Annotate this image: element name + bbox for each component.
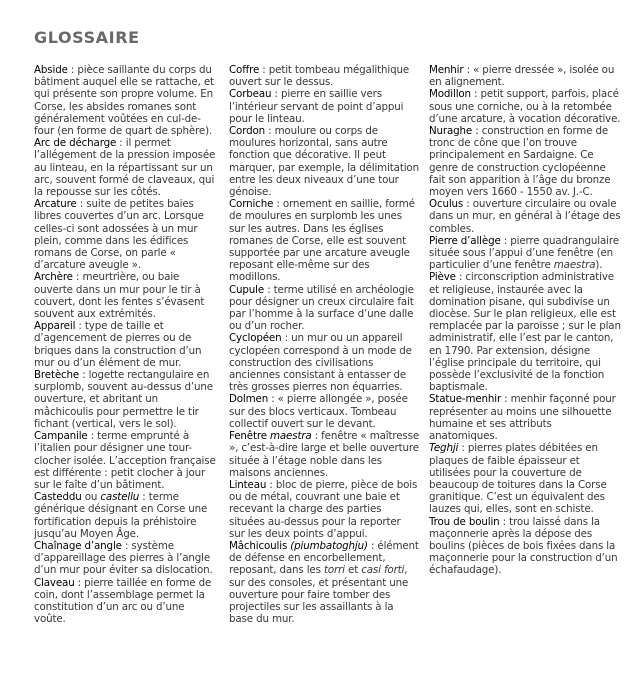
glossary-term: Oculus <box>429 198 464 211</box>
definition-italic: maestra <box>553 259 596 272</box>
glossary-term: Campanile <box>34 430 88 443</box>
glossary-definition: : pierre en saillie vers l’intérieur servant de point d’appui pour le linteau. <box>229 88 404 125</box>
glossary-entry <box>229 430 419 479</box>
glossary-definition: : pierre taillée en forme de coin, dont l’assemblage permet la constitution d’un arc ou d’une voûte. <box>34 576 212 626</box>
glossary-term: Corniche <box>229 198 274 211</box>
glossary-columns <box>34 64 626 625</box>
glossary-entry <box>429 271 621 393</box>
glossary-term-variant: (piumbatoghju) <box>290 539 368 552</box>
glossary-term: Cordon <box>229 125 266 138</box>
glossary-definition: : pièce saillante du corps du bâtiment auquel elle se rattache, et qui présente son propre volume. En Corse, les absides romanes sont généralement voûtées en cul-de-four (en forme de quart de sphère). <box>34 64 214 138</box>
glossary-definition: : pierres plates débitées en plaques de faible épaisseur et utilisées pour la couverture de beaucoup de toitures dans la Corse granitique. C’est un équivalent des lauzes qui, elles, sont en schiste. <box>429 442 607 516</box>
page-title: GLOSSAIRE <box>34 28 140 47</box>
glossary-term: Trou de boulin <box>429 515 500 528</box>
glossary-term: Modillon <box>429 88 471 101</box>
glossary-definition: : petit support, parfois, placé sous une corniche, ou à la retombée d’une arcature, à vocation décorative. <box>429 88 621 125</box>
glossary-entry <box>229 479 419 540</box>
glossary-definition: : système d’appareillage des pierres à l’angle d’un mur pour éviter sa dislocation. <box>34 539 213 577</box>
glossary-entry <box>34 137 219 198</box>
glossary-definition: : terme utilisé en archéologie pour désigner un creux circulaire fait par l’homme à la surface d’une dalle ou d’un rocher. <box>229 283 414 333</box>
glossary-term: Pierre d’allège <box>429 234 501 247</box>
glossary-term: Linteau <box>229 478 267 491</box>
term-connector: ou <box>81 491 101 504</box>
glossary-definition: : menhir façonné pour représenter au moins une silhouette humaine et ses attributs anatomiques. <box>429 393 616 443</box>
definition-text: , sur des consoles, et présentant une ouverture pour faire tomber des projectiles sur les assaillants à la base du mur. <box>229 564 409 626</box>
glossary-term-variant: maestra <box>270 430 312 443</box>
glossary-definition: : logette rectangulaire en surplomb, souvent au-dessus d’une ouverture, et abritant un mâchicoulis pour permettre le tir fichant (vertical, vers le sol). <box>34 369 213 430</box>
glossary-entry <box>229 64 419 88</box>
glossary-definition: : terme emprunté à l’italien pour désigner une tour-clocher isolée. L’acception française est différente : petit clocher à jour sur le faîte d’un bâtiment. <box>34 430 216 491</box>
glossary-term: Abside <box>34 64 68 76</box>
glossary-definition: : fenêtre « maîtresse », c’est-à-dire large et belle ouverture située à l’étage noble dans les maisons anciennes. <box>229 430 420 479</box>
glossary-definition: : bloc de pierre, pièce de bois ou de métal, couvrant une baie et recevant la charge des parties situées au-dessus pour la reporter sur les deux points d’appui. <box>229 478 418 540</box>
glossary-term: Coffre <box>229 64 260 76</box>
glossary-entry <box>34 491 219 540</box>
glossary-definition: : moulure ou corps de moulures horizontal, sans autre fonction que décorative. Il peut marquer, par exemple, la délimitation entre les deux niveaux d’une tour génoise. <box>229 125 419 199</box>
glossary-entry <box>34 369 219 430</box>
glossary-entry <box>34 320 219 369</box>
glossary-term: Appareil <box>34 320 76 333</box>
glossary-term: Casteddu <box>34 491 82 504</box>
glossary-entry <box>429 64 621 88</box>
glossary-term: Corbeau <box>229 88 272 101</box>
glossary-entry <box>34 198 219 271</box>
glossary-entry <box>429 88 621 125</box>
glossary-column-2 <box>229 64 419 625</box>
glossary-entry <box>429 125 621 198</box>
glossary-entry <box>229 332 419 393</box>
glossary-term: Cyclopéen <box>229 332 282 345</box>
glossary-term: Arcature <box>34 198 77 211</box>
glossary-entry <box>429 393 621 442</box>
glossary-definition: : « pierre dressée », isolée ou en alignement. <box>429 64 615 89</box>
glossary-entry <box>229 198 419 283</box>
glossary-definition: : meurtrière, ou baie ouverte dans un mur pour le tir à couvert, dont les fentes s’évasent souvent aux extrémités. <box>34 271 205 321</box>
glossary-definition: : « pierre allongée », posée sur des blocs verticaux. Tombeau collectif ouvert sur le devant. <box>229 393 408 430</box>
glossary-definition: : pierre quadrangulaire située sous l’appui d’une fenêtre (en particulier d’une fenêtre <box>429 234 619 272</box>
glossary-term: Mâchicoulis <box>229 539 291 552</box>
glossary-term: Teghji <box>429 442 459 455</box>
glossary-term: Menhir <box>429 64 464 76</box>
glossary-definition: : élément de défense en encorbellement, reposant, dans les <box>229 539 419 577</box>
glossary-term: Dolmen <box>229 393 269 406</box>
definition-text: ). <box>595 259 603 272</box>
glossary-entry <box>34 577 219 626</box>
glossary-entry <box>229 284 419 333</box>
glossary-term: Claveau <box>34 576 75 589</box>
glossary-definition: : suite de petites baies libres couvertes d’un arc. Lorsque celles-ci sont adossées à un mur plein, comme dans les édifices romans de Corse, on parle « d’arcature aveugle ». <box>34 198 204 272</box>
glossary-definition: : terme générique désignant en Corse une fortification depuis la préhistoire jusqu’au Moyen Âge. <box>34 491 208 540</box>
glossary-term: Chaînage d’angle <box>34 539 122 552</box>
glossary-column-3 <box>429 64 621 625</box>
glossary-entry <box>429 442 621 515</box>
glossary-entry <box>429 198 621 235</box>
glossary-entry <box>34 430 219 491</box>
definition-italic: torri <box>323 564 345 577</box>
glossary-definition: : un mur ou un appareil cyclopéen correspond à un mode de construction des civilisations anciennes consistant à entasser de très grosses pierres non équarries. <box>229 332 412 394</box>
glossary-term: Cupule <box>229 283 265 296</box>
glossary-entry <box>429 516 621 577</box>
definition-italic: casi forti <box>361 564 405 577</box>
glossary-definition: : type de taille et d’agencement de pierres ou de briques dans la construction d’un mur ou d’un élément de mur. <box>34 320 202 369</box>
glossary-definition: : ouverture circulaire ou ovale dans un mur, en général à l’étage des combles. <box>429 198 621 235</box>
glossary-entry <box>229 125 419 198</box>
glossary-entry <box>229 540 419 625</box>
glossary-definition: : ornement en saillie, formé de moulures en surplomb les unes sur les autres. Dans les églises romanes de Corse, elle est souvent supportée par une arcature aveugle reposant elle-même sur des modillons. <box>229 198 415 284</box>
glossary-term: Arc de décharge <box>34 137 117 150</box>
glossary-definition: : construction en forme de tronc de cône que l’on trouve principalement en Sardaigne. Ce genre de construction cyclopéenne fait son apparition à l’âge du bronze moyen vers 1660 - 1550 av. J.-C. <box>429 125 611 199</box>
glossary-term: Bretèche <box>34 369 80 382</box>
glossary-definition: : il permet l’allégement de la pression imposée au linteau, en la répartissant sur un arc, souvent formé de claveaux, qui la repousse sur les côtés. <box>34 137 216 199</box>
glossary-entry <box>34 540 219 577</box>
glossary-column-1 <box>34 64 219 625</box>
glossary-definition: : circonscription administrative et religieuse, instaurée avec la domination pisane, qui subdivise un diocèse. Sur le plan religieux, elle est remplacée par la paroisse ; sur le plan administratif, elle l’est par le canton, en 1790. Par extension, désigne l’église principale du territoire, qui possède l’exclusivité de la fonction baptismale. <box>429 271 621 394</box>
glossary-entry <box>229 88 419 125</box>
glossary-entry <box>34 271 219 320</box>
glossary-definition: : petit tombeau mégalithique ouvert sur le dessus. <box>229 64 410 89</box>
glossary-entry <box>34 64 219 137</box>
glossary-term: Piève <box>429 271 456 284</box>
glossary-term: Nuraghe <box>429 125 473 138</box>
glossary-term-variant: castellu <box>100 491 140 504</box>
glossary-entry <box>429 235 621 272</box>
definition-text: et <box>344 564 362 577</box>
glossary-term: Statue-menhir <box>429 393 502 406</box>
glossary-entry <box>229 393 419 430</box>
glossary-term: Fenêtre <box>229 430 271 443</box>
glossary-term: Archère <box>34 271 73 284</box>
glossary-definition: : trou laissé dans la maçonnerie après la dépose des boulins (pièces de bois fixées dans la maçonnerie pour la construction d’un échafaudage). <box>429 515 618 577</box>
